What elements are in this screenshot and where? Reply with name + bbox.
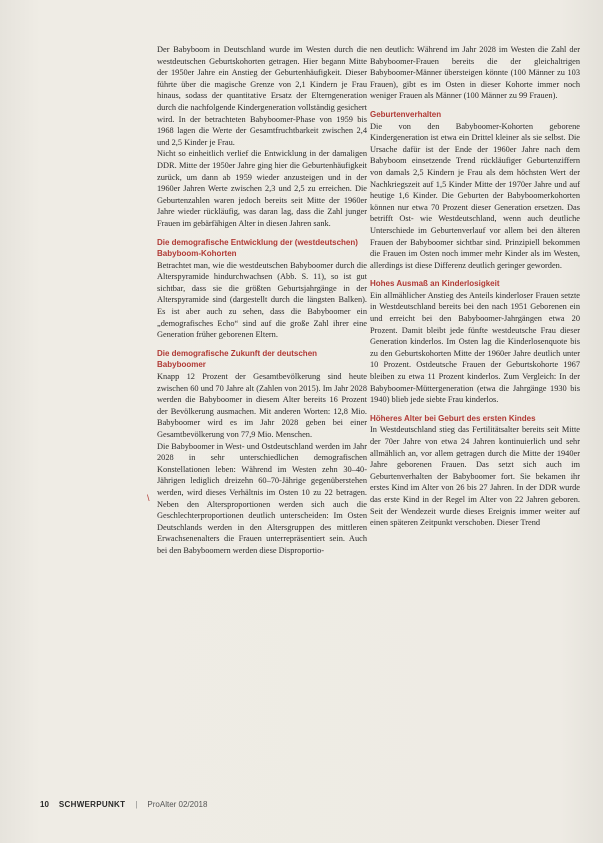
page-number: 10 bbox=[40, 800, 49, 809]
footer-separator: | bbox=[135, 800, 138, 809]
section-heading: Geburtenverhalten bbox=[370, 109, 442, 119]
magazine-issue: ProAlter 02/2018 bbox=[147, 800, 208, 809]
section-heading: Die demografische Zukunft der deutschen Babyboomer bbox=[157, 348, 318, 370]
page-footer bbox=[40, 800, 207, 809]
paragraph: Betrachtet man, wie die westdeutschen Babyboomer durch die Alterspyramide hindurchwachsen (Abb. S. 11), so ist gut sichtbar, dass sie die größten Geburtsjahrgänge in der Alterspyramide sind (dargestellt durch die längsten Balken). Es ist aber auch zu sehen, dass die Babyboomer ein „demografisches Echo“ sind auf die große Zahl ihrer eine Generation früher geborenen Eltern. bbox=[157, 260, 367, 340]
section-heading: Hohes Ausmaß an Kinderlosigkeit bbox=[370, 279, 500, 289]
paragraph: Knapp 12 Prozent der Gesamtbevölkerung sind heute zwischen 60 und 70 Jahre alt (Zahlen von 2015). Im Jahr 2028 werden die Babyboomer in diesem Alter bereits 16 Prozent der Bevölkerung ausmachen. Mit anderen Worten: 12,8 Mio. Babyboomer wird es im Jahr 2028 geben bei einer Gesamtbevölkerung von 77,9 Mio. Menschen. bbox=[157, 372, 367, 439]
margin-mark: \ bbox=[147, 493, 150, 503]
paragraph: nen deutlich: Während im Jahr 2028 im Westen die Zahl der Babyboomer-Frauen bereits die der gleichaltrigen Babyboomer-Männer übersteigen könnte (100 Männer zu 103 Frauen), gibt es im Osten in dieser Kohorte immer noch weniger Frauen als Männer (100 Männer zu 99 Frauen). bbox=[370, 45, 580, 101]
text-column-right bbox=[370, 44, 580, 529]
paragraph: Ein allmählicher Anstieg des Anteils kinderloser Frauen setzte in Westdeutschland bereits bei den nach 1951 Geborenen ein und erreicht bei den Babyboomer-Jahrgängen etwa 20 Prozent. Damit bleibt jede fünfte westdeutsche Frau dieser Generation kinderlos. Im Osten lag die Kinderlosenquote bis zu den Geburtskohorten Mitte der 1960er Jahre deutlich unter 10 Prozent. Ostdeutsche Frauen der Geburtskohorte 1967 bleiben zu etwa 11 Prozent kinderlos. Zum Vergleich: In der Babyboomer-Müttergeneration (etwa die Jahrgänge 1930 bis 1940) blieb jede siebte Frau kinderlos. bbox=[370, 290, 580, 405]
paragraph: Nicht so einheitlich verlief die Entwicklung in der damaligen DDR. Mitte der 1950er Jahre ging hier die Geburtenhäufigkeit zurück, um dann ab 1959 wieder anzusteigen und in der 1960er Jahren Werte zwischen 2,3 und 2,5 zu erreichen. Die Geburtenzahlen waren jedoch bereits seit Mitte der 1960er Jahre wieder rückläufig, was daran lag, dass die Zahl junger Frauen im gebärfähigen Alter in diesen Jahren sank. bbox=[157, 149, 367, 228]
paragraph: Die von den Babyboomer-Kohorten geborene Kindergeneration ist etwa ein Drittel kleiner als sie selbst. Die Ursache dafür ist der Ende der 1960er Jahre nach dem Babyboom einsetzende Trend rückläufiger Geburtenziffern von damals 2,5 Kindern je Frau als dem höchsten Wert der Nachkriegszeit auf 1,5 Kinder Mitte der 1970er Jahre und auf heutige 1,6 Kinder. Die Geburten der Babyboomerkohorten können nur etwa 70 Prozent dieser Generation ersetzen. Das betrifft Ost- wie Westdeutschland, wenn auch deutliche Unterschiede im Geburtenverlauf vor allem bei den älteren Frauen der Babyboomer sichtbar sind. Prinzipiell bekommen die Frauen im Osten noch immer mehr Kinder als im Westen, allerdings ist diese Differenz deutlich geringer geworden. bbox=[370, 121, 580, 270]
paragraph: Der Babyboom in Deutschland wurde im Westen durch die westdeutschen Geburtskohorten getragen. Hier begann Mitte der 1950er Jahre ein Anstieg der Geburtenhäufigkeit. Dieser führte über die magische Grenze von 2,1 Kindern je Frau hinaus, sodass der quantitative Ersatz der Elterngeneration durch die nachfolgende Kindergeneration vollständig gesichert wird. In der betrachteten Babyboomer-Phase von 1959 bis 1968 lagen die Werte der Gesamtfruchtbarkeit zwischen 2,4 und 2,5 Kinder je Frau. bbox=[157, 45, 367, 147]
section-heading: Höheres Alter bei Geburt des ersten Kindes bbox=[370, 413, 536, 423]
paragraph: In Westdeutschland stieg das Fertilitätsalter bereits seit Mitte der 70er Jahre von etwa 24 Jahren kontinuierlich und sehr allmählich an, vor allem getragen durch die Mitte der 1940er Jahre geborenen Frauen. Das setzt sich auch im Geburtenverhalten der Babyboomer fort. Sie bekamen ihr erstes Kind im Alter von 26 bis 27 Jahren. In der DDR wurde das erste Kind in der Regel im Alter von 22 Jahren geboren. Seit der Wendezeit wurde dieses Ereignis immer weiter auf einen späteren Zeitpunkt verschoben. Dieser Trend bbox=[370, 425, 580, 528]
paragraph: Die Babyboomer in West- und Ostdeutschland werden im Jahr 2028 in sehr unterschiedlichen demografischen Konstellationen leben: Während im Westen zehn 30–40-Jährigen lediglich dreizehn 60–70-Jährige gegenüberstehen werden, wird dieses Verhältnis im Osten 10 zu 22 betragen. Neben den Altersproportionen werden sich auch die Geschlechterproportionen deutlich unterscheiden: Im Osten Deutschlands werden in den Altersgruppen des mittleren Erwachsenenalters die Frauen unterrepräsentiert sein. Auch bei den Babyboomern werden diese Disproportio- bbox=[157, 441, 367, 555]
text-column-left bbox=[157, 44, 367, 557]
section-label: SCHWERPUNKT bbox=[58, 800, 126, 809]
section-heading: Die demografische Entwicklung der (westdeutschen) Babyboom-Kohorten bbox=[157, 237, 358, 259]
